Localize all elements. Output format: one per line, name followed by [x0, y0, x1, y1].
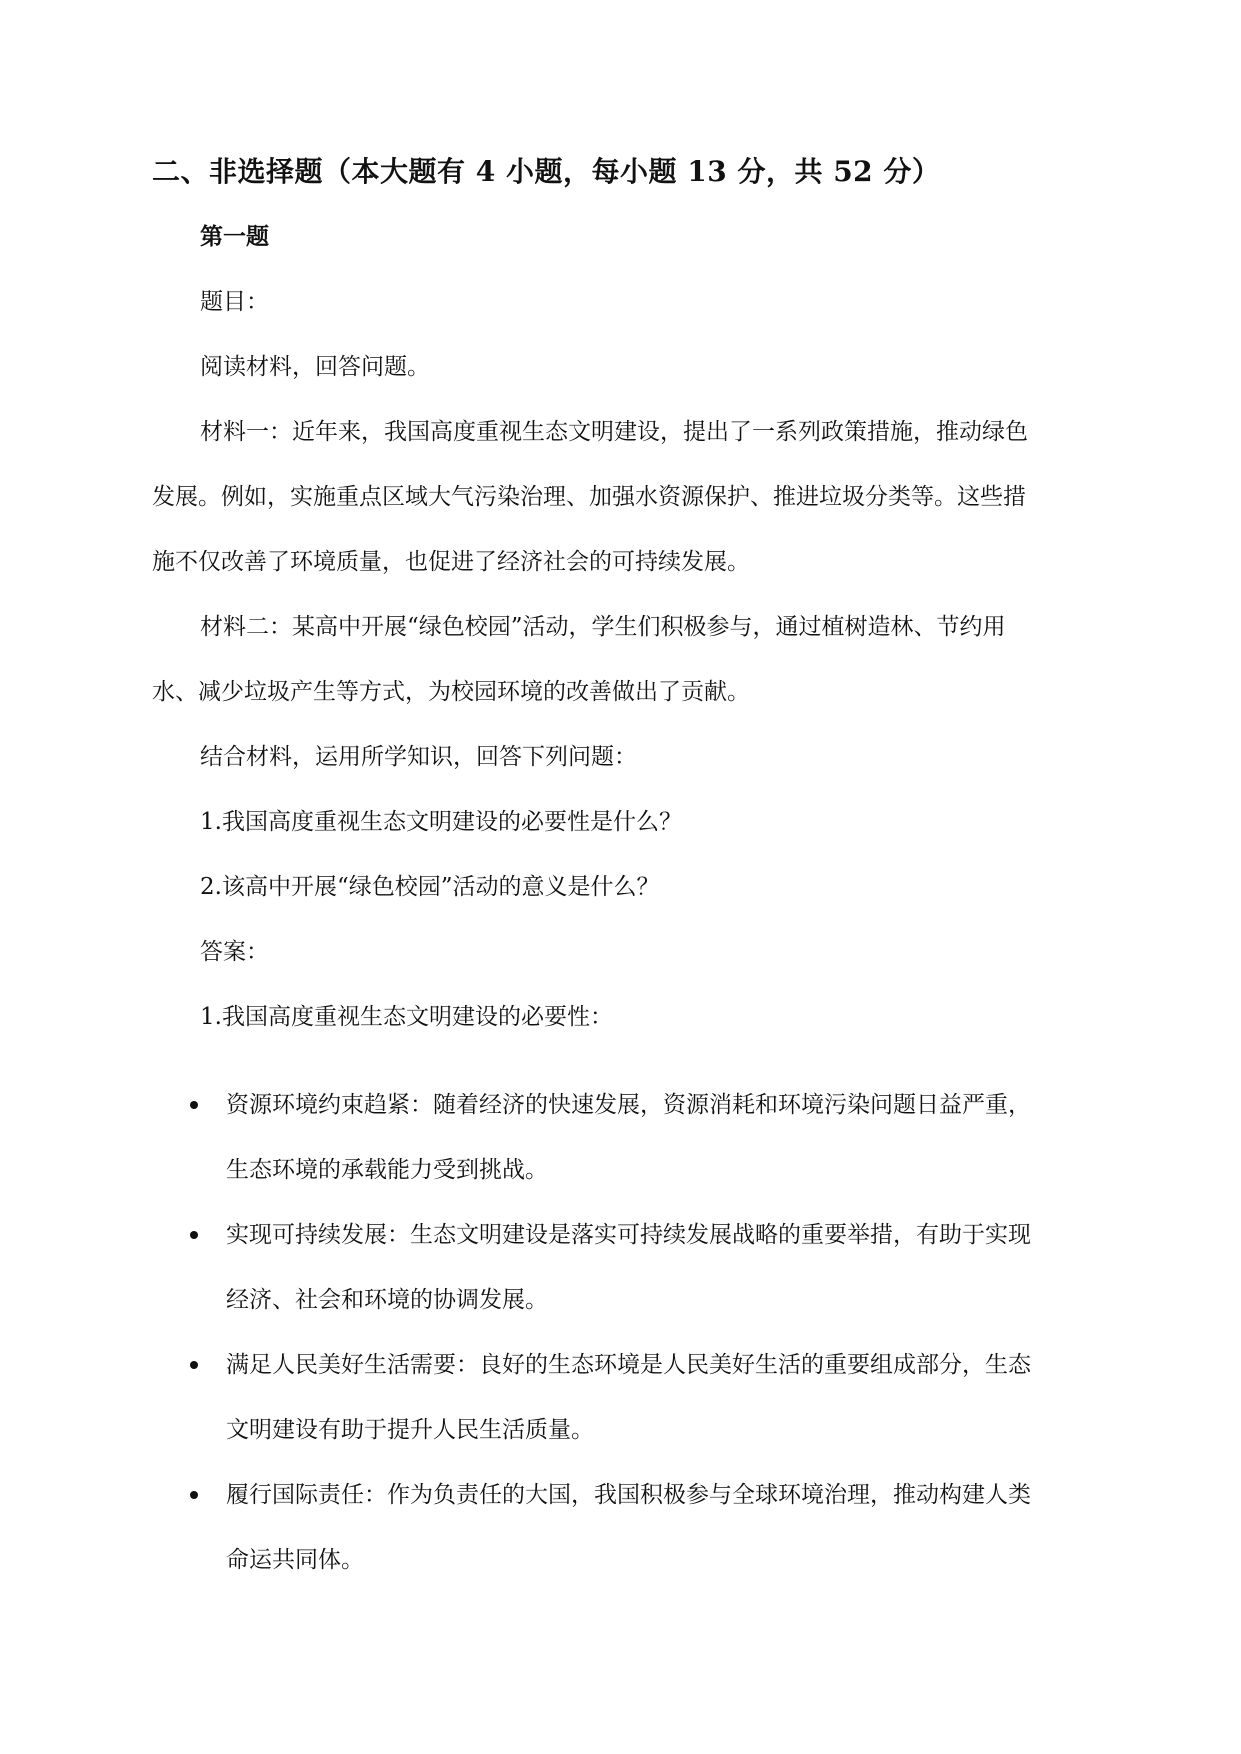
bullet-icon	[190, 1101, 198, 1109]
question-body	[152, 222, 1092, 1050]
question-item: 2.该高中开展“绿色校园”活动的意义是什么？	[200, 874, 660, 900]
list-item	[152, 1203, 1092, 1333]
bullet-line: 文明建设有助于提升人民生活质量。	[226, 1417, 594, 1443]
material2-line: 材料二：某高中开展“绿色校园”活动，学生们积极参与，通过植树造林、节约用	[200, 614, 1006, 640]
list-item	[152, 1333, 1092, 1463]
material1-line: 发展。例如，实施重点区域大气污染治理、加强水资源保护、推进垃圾分类等。这些措	[152, 484, 1026, 510]
prompt-text: 结合材料，运用所学知识，回答下列问题：	[200, 744, 637, 770]
material1-line: 材料一：近年来，我国高度重视生态文明建设，提出了一系列政策措施，推动绿色	[200, 419, 1028, 445]
material1-line: 施不仅改善了环境质量，也促进了经济社会的可持续发展。	[152, 549, 750, 575]
material2-line: 水、减少垃圾产生等方式，为校园环境的改善做出了贡献。	[152, 679, 750, 705]
bullet-line: 经济、社会和环境的协调发展。	[226, 1287, 548, 1313]
topic-label: 题目：	[200, 289, 269, 315]
question-item: 1.我国高度重视生态文明建设的必要性是什么？	[200, 809, 682, 835]
bullet-line: 命运共同体。	[226, 1547, 364, 1573]
answer1-heading: 1.我国高度重视生态文明建设的必要性：	[200, 1004, 613, 1030]
section-title: 二、非选择题（本大题有 4 小题，每小题 13 分，共 52 分）	[152, 155, 941, 188]
question-heading: 第一题	[200, 223, 269, 250]
bullet-line: 实现可持续发展：生态文明建设是落实可持续发展战略的重要举措，有助于实现	[226, 1222, 1031, 1248]
bullet-icon	[190, 1491, 198, 1499]
bullet-line: 满足人民美好生活需要：良好的生态环境是人民美好生活的重要组成部分，生态	[226, 1352, 1031, 1378]
bullet-icon	[190, 1231, 198, 1239]
bullet-line: 履行国际责任：作为负责任的大国，我国积极参与全球环境治理，推动构建人类	[226, 1482, 1031, 1508]
answer-bullet-list	[152, 1073, 1092, 1593]
bullet-icon	[190, 1361, 198, 1369]
answer-label: 答案：	[200, 939, 269, 965]
list-item	[152, 1073, 1092, 1203]
list-item	[152, 1463, 1092, 1593]
bullet-line: 生态环境的承载能力受到挑战。	[226, 1157, 548, 1183]
instruction-text: 阅读材料，回答问题。	[200, 354, 430, 380]
bullet-line: 资源环境约束趋紧：随着经济的快速发展，资源消耗和环境污染问题日益严重，	[226, 1092, 1031, 1118]
